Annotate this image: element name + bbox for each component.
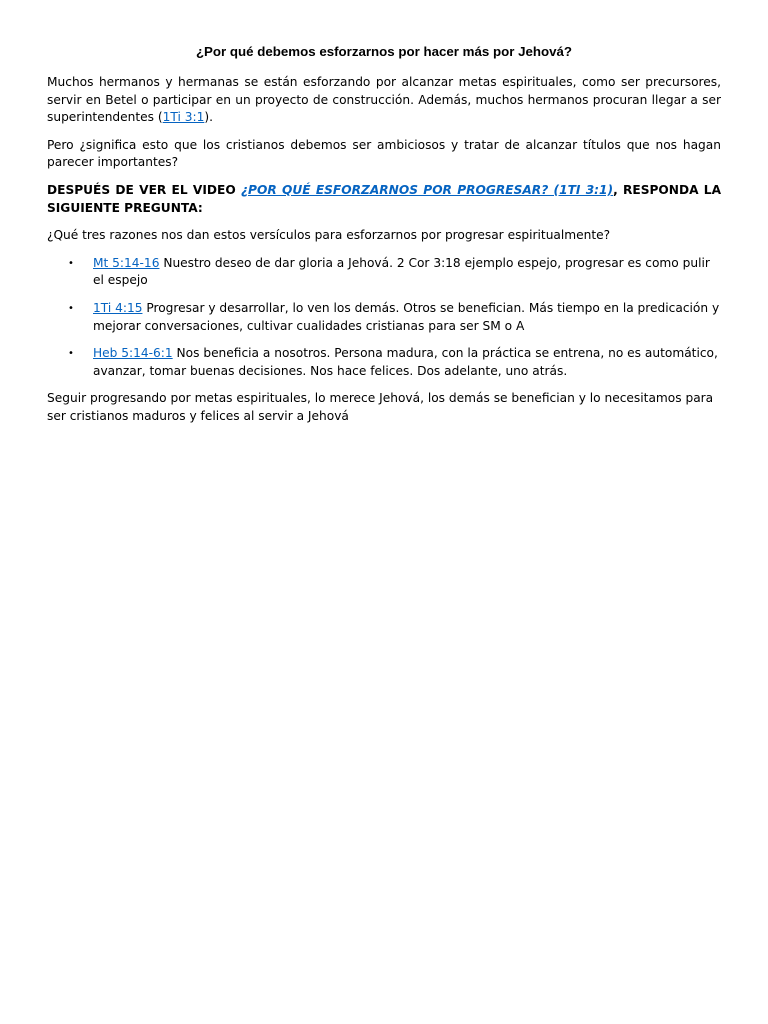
instruction-paragraph [47,182,721,217]
video-link[interactable]: ¿POR QUÉ ESFORZARNOS POR PROGRESAR? (1TI 3:1) [240,182,614,197]
bullet-icon: • [68,348,74,360]
instruction-text: DESPUÉS DE VER EL VIDEO [47,182,241,197]
list-item [68,300,721,335]
list-item [68,255,721,290]
reasons-list [47,255,721,381]
question-paragraph: Pero ¿significa esto que los cristianos debemos ser ambiciosos y tratar de alcanzar títulos que nos hagan parecer importantes? [47,137,721,170]
list-item-text: Nuestro deseo de dar gloria a Jehová. 2 Cor 3:18 ejemplo espejo, progresar es como pulir el espejo [93,255,710,288]
list-item-text: Progresar y desarrollar, lo ven los demás. Otros se benefician. Más tiempo en la predicación y mejorar conversaciones, cultivar cualidades cristianas para ser SM o A [93,300,720,333]
list-item-text: Nos beneficia a nosotros. Persona madura, con la práctica se entrena, no es automático, avanzar, tomar buenas decisiones. Nos hace felices. Dos adelante, uno atrás. [93,346,718,378]
intro-text: Muchos hermanos y hermanas se están esforzando por alcanzar metas espirituales, como ser precursores, servir en Betel o participar en un proyecto de construcción. Además, muchos hermanos procuran llegar a ser superintendentes ( [47,75,721,125]
scripture-link-heb-5-14[interactable]: Heb 5:14-6:1 [93,346,173,361]
scripture-link-mt-5-14[interactable]: Mt 5:14-16 [93,255,160,270]
bullet-icon: • [68,257,74,269]
document-title: ¿Por qué debemos esforzarnos por hacer más por Jehová? [195,44,573,59]
list-item [68,345,721,380]
scripture-link-1ti-3-1[interactable]: 1Ti 3:1 [162,110,205,125]
intro-text-end: ). [204,110,213,125]
bullet-icon: • [68,302,74,314]
scripture-link-1ti-4-15[interactable]: 1Ti 4:15 [93,300,143,315]
intro-paragraph [47,74,721,127]
main-question: ¿Qué tres razones nos dan estos versículos para esforzarnos por progresar espiritualmente? [47,228,611,243]
conclusion-paragraph: Seguir progresando por metas espirituales, lo merece Jehová, los demás se benefician y lo necesitamos para ser cristianos maduros y felices al servir a Jehová [47,391,714,423]
instruction-text-end: , RESPONDA LA SIGUIENTE PREGUNTA: [47,182,722,215]
